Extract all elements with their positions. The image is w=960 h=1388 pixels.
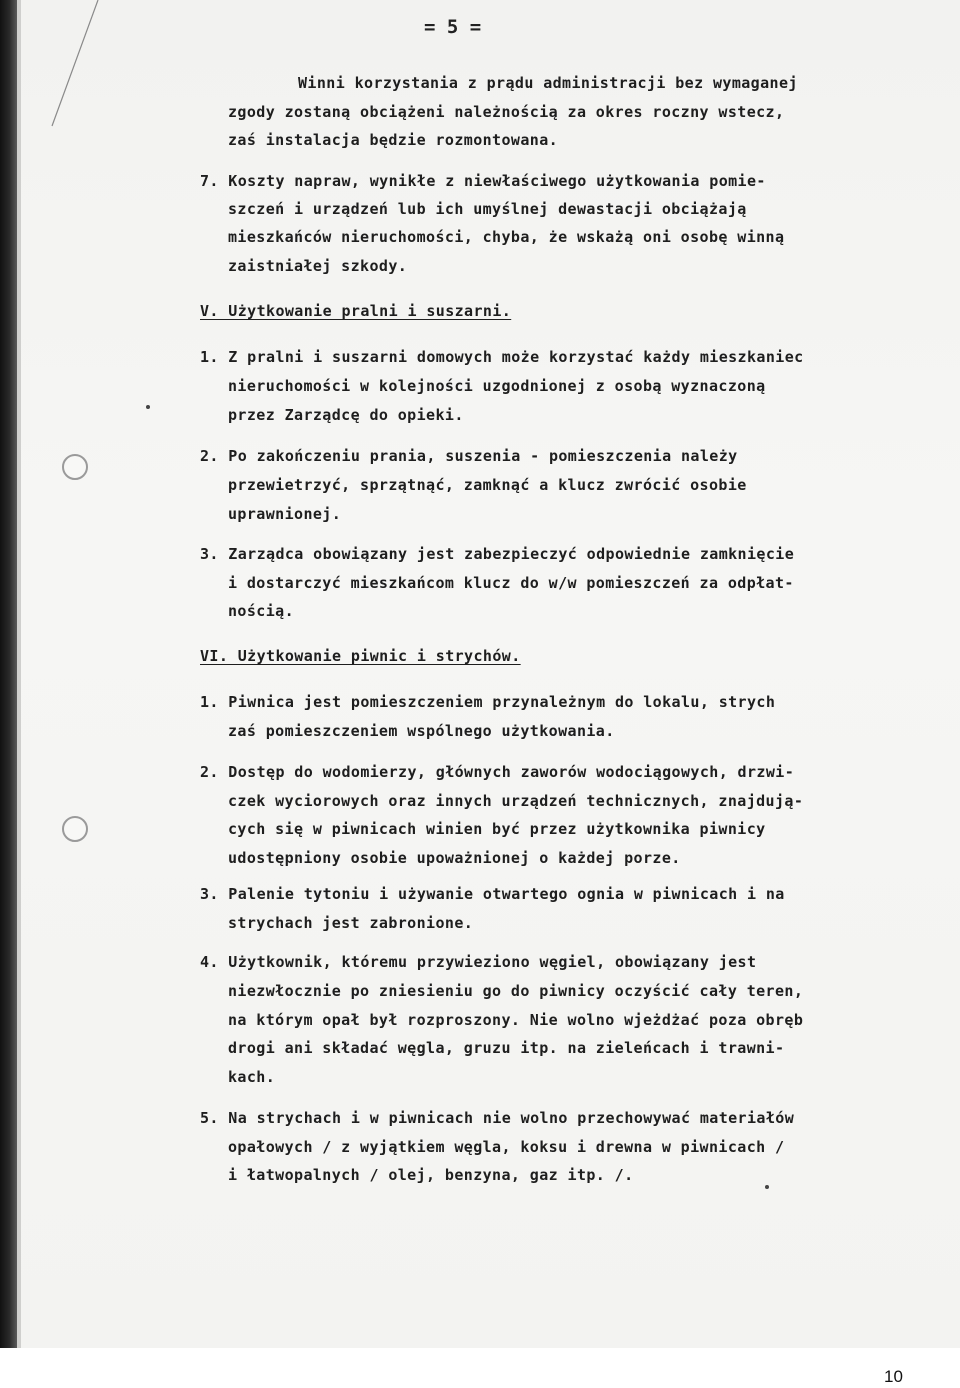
text-line: Winni korzystania z prądu administracji bez wymaganej: [298, 74, 798, 92]
text-line: cych się w piwnicach winien być przez użytkownika piwnicy: [228, 820, 766, 838]
footer-page-number: 10: [884, 1367, 903, 1386]
punch-hole-upper: [62, 454, 88, 480]
text-line: strychach jest zabronione.: [228, 914, 474, 932]
text-line: 1. Piwnica jest pomieszczeniem przynależnym do lokalu, strych: [200, 693, 776, 711]
text-line: 2. Po zakończeniu prania, suszenia - pomieszczenia należy: [200, 447, 738, 465]
text-line: niezwłocznie po zniesieniu go do piwnicy oczyścić cały teren,: [228, 982, 804, 1000]
text-line: 7. Koszty napraw, wynikłe z niewłaściwego użytkowania pomie-: [200, 172, 766, 190]
text-line: zaś pomieszczeniem wspólnego użytkowania.: [228, 722, 615, 740]
text-line: zgody zostaną obciążeni należnością za okres roczny wstecz,: [228, 103, 785, 121]
scan-corner-fold: [0, 0, 140, 140]
text-line: opałowych / z wyjątkiem węgla, koksu i drewna w piwnicach /: [228, 1138, 785, 1156]
text-line: i łatwopalnych / olej, benzyna, gaz itp. /.: [228, 1166, 634, 1184]
text-line: udostępniony osobie upoważnionej o każdej porze.: [228, 849, 681, 867]
text-line: na którym opał był rozproszony. Nie wolno wjeżdżać poza obręb: [228, 1011, 804, 1029]
text-line: 3. Zarządca obowiązany jest zabezpieczyć odpowiednie zamknięcie: [200, 545, 795, 563]
text-line: kach.: [228, 1068, 276, 1086]
section-heading-v: V. Użytkowanie pralni i suszarni.: [200, 302, 512, 320]
section-heading-vi: VI. Użytkowanie piwnic i strychów.: [200, 647, 521, 665]
stray-mark: [146, 405, 150, 409]
text-line: mieszkańców nieruchomości, chyba, że wskażą oni osobę winną: [228, 228, 785, 246]
text-line: 2. Dostęp do wodomierzy, głównych zaworów wodociągowych, drzwi-: [200, 763, 795, 781]
text-line: zaistniałej szkody.: [228, 257, 408, 275]
stray-mark: [765, 1185, 769, 1189]
scan-binding-shadow: [0, 0, 17, 1348]
text-line: nieruchomości w kolejności uzgodnionej z osobą wyznaczoną: [228, 377, 766, 395]
page-header: = 5 =: [424, 16, 482, 38]
text-line: nością.: [228, 602, 295, 620]
text-line: 5. Na strychach i w piwnicach nie wolno przechowywać materiałów: [200, 1109, 795, 1127]
text-line: przez Zarządcę do opieki.: [228, 406, 464, 424]
text-line: uprawnionej.: [228, 505, 342, 523]
text-line: i dostarczyć mieszkańcom klucz do w/w pomieszczeń za odpłat-: [228, 574, 794, 592]
text-line: przewietrzyć, sprzątnąć, zamknąć a klucz zwrócić osobie: [228, 476, 747, 494]
punch-hole-lower: [62, 816, 88, 842]
text-line: 3. Palenie tytoniu i używanie otwartego ognia w piwnicach i na: [200, 885, 785, 903]
text-line: 4. Użytkownik, któremu przywieziono węgiel, obowiązany jest: [200, 953, 757, 971]
text-line: drogi ani składać węgla, gruzu itp. na zieleńcach i trawni-: [228, 1039, 785, 1057]
text-line: czek wyciorowych oraz innych urządzeń technicznych, znajdują-: [228, 792, 804, 810]
text-line: szczeń i urządzeń lub ich umyślnej dewastacji obciążają: [228, 200, 747, 218]
text-line: 1. Z pralni i suszarni domowych może korzystać każdy mieszkaniec: [200, 348, 804, 366]
paper-edge: [17, 0, 21, 1348]
text-line: zaś instalacja będzie rozmontowana.: [228, 131, 559, 149]
